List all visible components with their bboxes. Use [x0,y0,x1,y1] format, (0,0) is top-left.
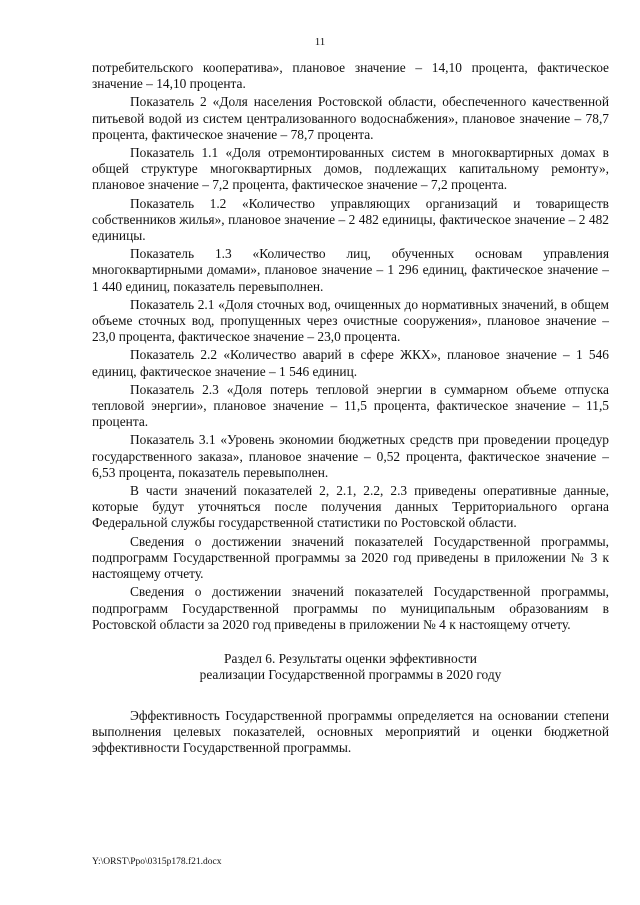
paragraph-appendix-3-reference: Сведения о достижении значений показателей Государственной программы, подпрограмм Государственной программы за 2020 год приведены в приложении № 3 к настоящему отчету. [92,533,609,582]
paragraph-indicator-2-3: Показатель 2.3 «Доля потерь тепловой энергии в суммарном объеме отпуска тепловой энергии», плановое значение – 11,5 процента, фактическое значение – 11,5 процента. [92,381,609,430]
section-heading-line-1: Раздел 6. Результаты оценки эффективности [224,650,477,666]
paragraph-indicator-3-1: Показатель 3.1 «Уровень экономии бюджетных средств при проведении процедур государственного заказа», плановое значение – 0,52 процента, фактическое значение – 6,53 процента, показатель перевыполнен. [92,432,609,480]
footer-file-path: Y:\ORST\Ppo\0315p178.f21.docx [92,857,222,867]
paragraph-operational-data-note: В части значений показателей 2, 2.1, 2.2, 2.3 приведены оперативные данные, которые будут уточняться после получения данных Территориального органа Федеральной службы государственной статистики по Ростовской области. [92,483,609,531]
section-heading-line-2: реализации Государственной программы в 2020 году [199,667,502,683]
paragraph-efficiency: Эффективность Государственной программы определяется на основании степени выполнения целевых показателей, основных мероприятий и оценки бюджетной эффективности Государственной программы. [92,707,609,756]
paragraph-indicator-1-3: Показатель 1.3 «Количество лиц, обученных основам управления многоквартирными домами», плановое значение – 1 296 единиц, фактическое значение – 1 440 единиц, показатель перевыполнен. [92,246,609,294]
paragraph-indicator-1-2: Показатель 1.2 «Количество управляющих организаций и товариществ собственников жилья», плановое значение – 2 482 единицы, фактическое значение – 2 482 единицы. [92,195,609,244]
paragraph-indicator-1-1: Показатель 1.1 «Доля отремонтированных систем в многоквартирных домах в общей структуре многоквартирных домов, подлежащих капитальному ремонту», плановое значение – 7,2 процента, фактическое значение – 7,2 процента. [92,145,609,193]
paragraph-indicator-2-1: Показатель 2.1 «Доля сточных вод, очищенных до нормативных значений, в общем объеме сточных вод, пропущенных через очистные сооружения», плановое значение – 23,0 процента, фактическое значение – 23,0 процента. [92,296,609,345]
paragraph-continuation: потребительского кооператива», плановое значение – 14,10 процента, фактическое значение – 14,10 процента. [92,60,609,92]
paragraph-appendix-4-reference: Сведения о достижении значений показателей Государственной программы, подпрограмм Государственной программы по муниципальным образованиям в Ростовской области за 2020 год приведены в приложении № 4 к настоящему отчету. [92,584,609,632]
page-number: 11 [314,36,326,48]
paragraph-indicator-2: Показатель 2 «Доля населения Ростовской области, обеспеченного качественной питьевой водой из систем централизованного водоснабжения», плановое значение – 78,7 процента, фактическое значение – 78,7 процента. [92,94,609,142]
document-body [92,60,609,759]
paragraph-indicator-2-2: Показатель 2.2 «Количество аварий в сфере ЖКХ», плановое значение – 1 546 единиц, фактическое значение – 1 546 единиц. [92,347,609,379]
section-heading [92,651,609,684]
